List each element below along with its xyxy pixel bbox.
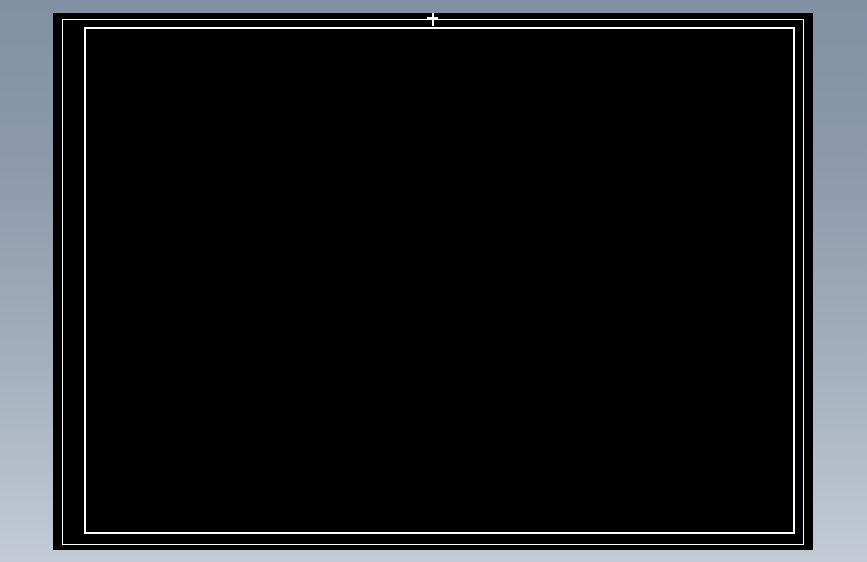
drawing-sheet[interactable] — [53, 13, 813, 550]
fold-mark-icon — [432, 13, 434, 26]
fold-mark-icon — [427, 17, 438, 19]
sheet-inner-border — [84, 27, 795, 534]
